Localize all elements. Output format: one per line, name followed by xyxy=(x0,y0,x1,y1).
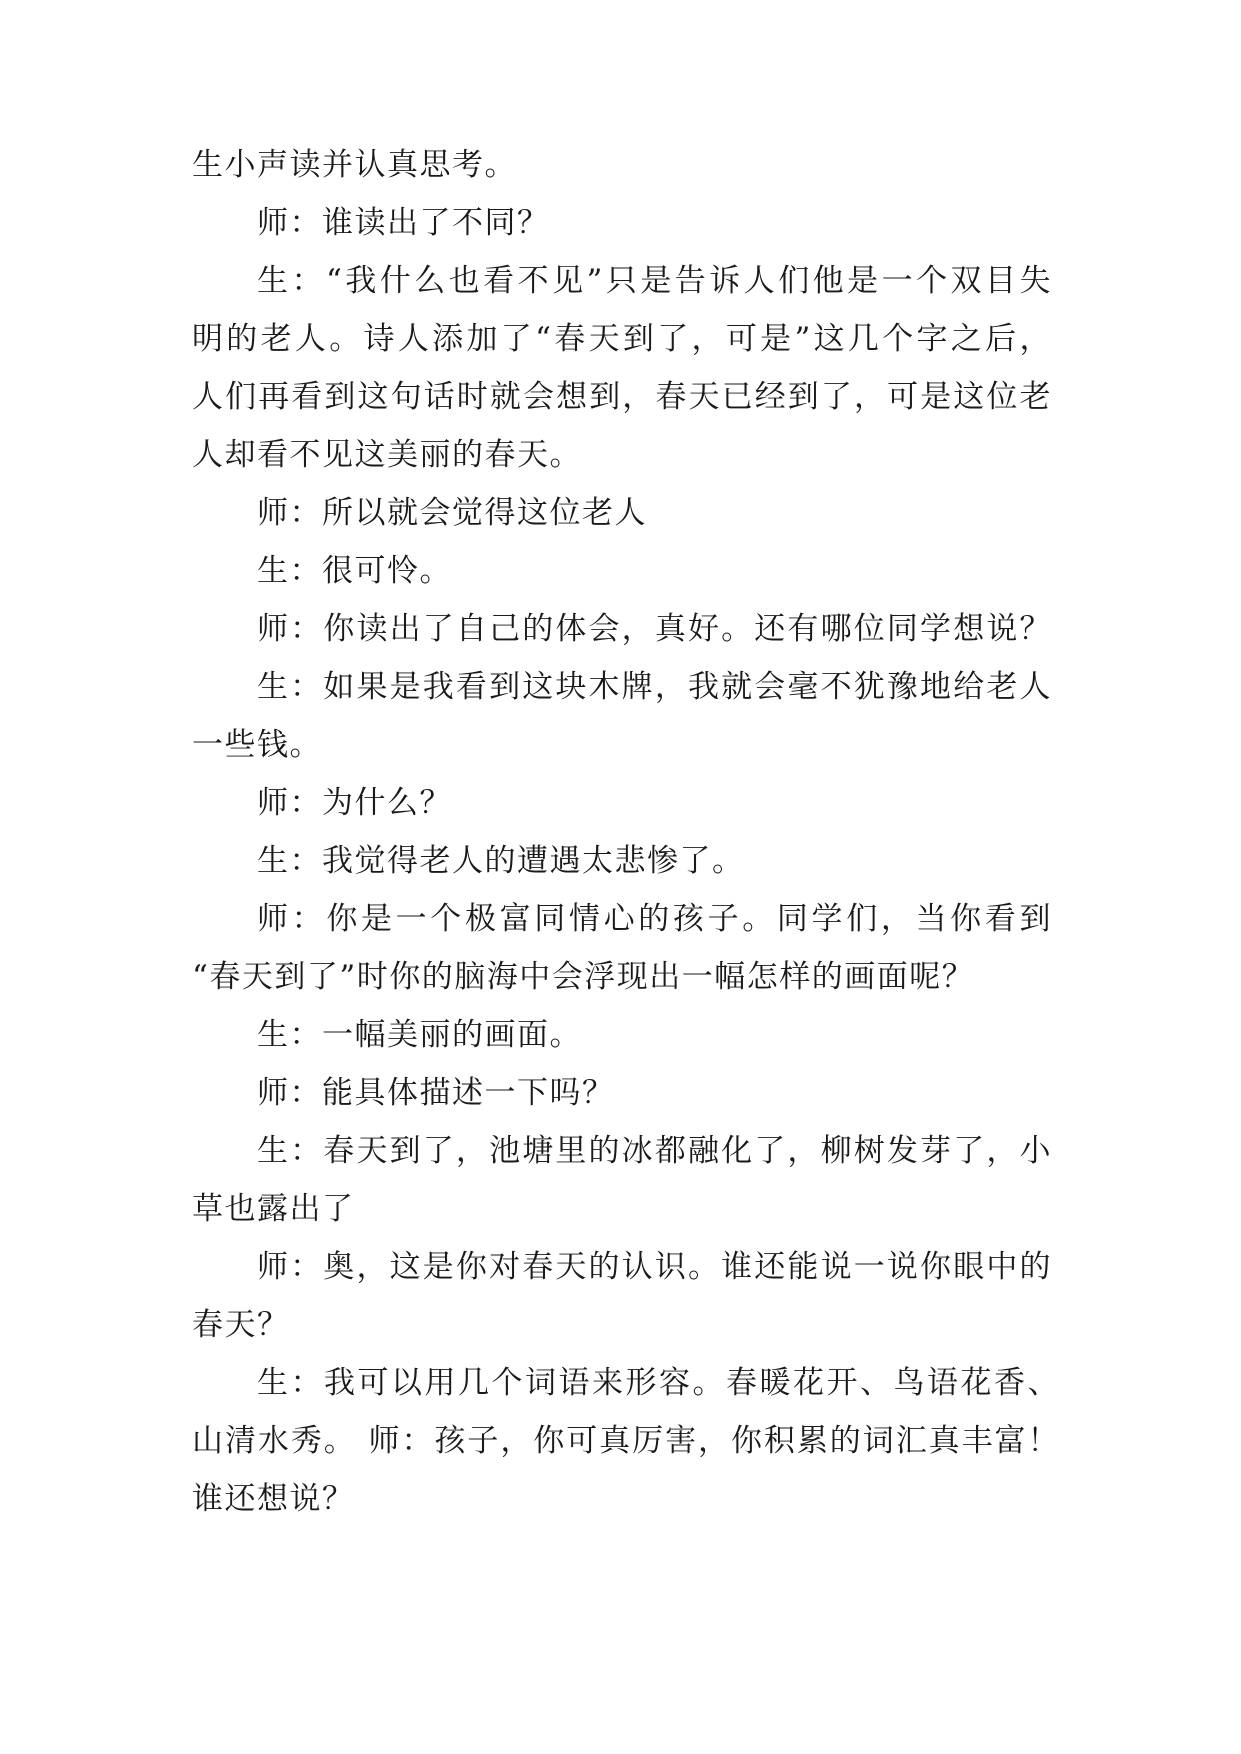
text-line: 谁还想说？ xyxy=(192,1481,355,1517)
text-line: 生：很可怜。 xyxy=(257,553,452,589)
text-line: 师：你读出了自己的体会，真好。还有哪位同学想说？ xyxy=(257,611,1052,647)
text-line: 师：奥，这是你对春天的认识。谁还能说一说你眼中的 xyxy=(257,1249,1052,1285)
text-line: 师：为什么？ xyxy=(257,785,452,821)
text-line: 明的老人。诗人添加了“春天到了，可是”这几个字之后， xyxy=(192,321,1052,357)
text-line: 生：我觉得老人的遭遇太悲惨了。 xyxy=(257,843,745,879)
text-line: 师：你是一个极富同情心的孩子。同学们，当你看到 xyxy=(257,901,1052,937)
text-line: 草也露出了 xyxy=(192,1191,355,1227)
text-line: 生：我可以用几个词语来形容。春暖花开、鸟语花香、 xyxy=(257,1365,1060,1401)
text-line: 山清水秀。 师：孩子，你可真厉害，你积累的词汇真丰富！ xyxy=(192,1423,1060,1459)
text-line: 生：“我什么也看不见”只是告诉人们他是一个双目失 xyxy=(257,263,1052,299)
text-line: 人却看不见这美丽的春天。 xyxy=(192,437,582,473)
text-line: 生：一幅美丽的画面。 xyxy=(257,1017,582,1053)
text-line: 师：所以就会觉得这位老人 xyxy=(257,495,647,531)
text-line: 师：谁读出了不同？ xyxy=(257,205,550,241)
text-line: 人们再看到这句话时就会想到，春天已经到了，可是这位老 xyxy=(192,379,1052,415)
text-line: 一些钱。 xyxy=(192,727,322,763)
text-line: 生：如果是我看到这块木牌，我就会毫不犹豫地给老人 xyxy=(257,669,1052,705)
text-line: 春天？ xyxy=(192,1307,290,1343)
text-line: “春天到了”时你的脑海中会浮现出一幅怎样的画面呢？ xyxy=(192,959,975,995)
text-line: 生：春天到了，池塘里的冰都融化了，柳树发芽了，小 xyxy=(257,1133,1052,1169)
text-line: 生小声读并认真思考。 xyxy=(192,147,517,183)
text-line: 师：能具体描述一下吗？ xyxy=(257,1075,615,1111)
